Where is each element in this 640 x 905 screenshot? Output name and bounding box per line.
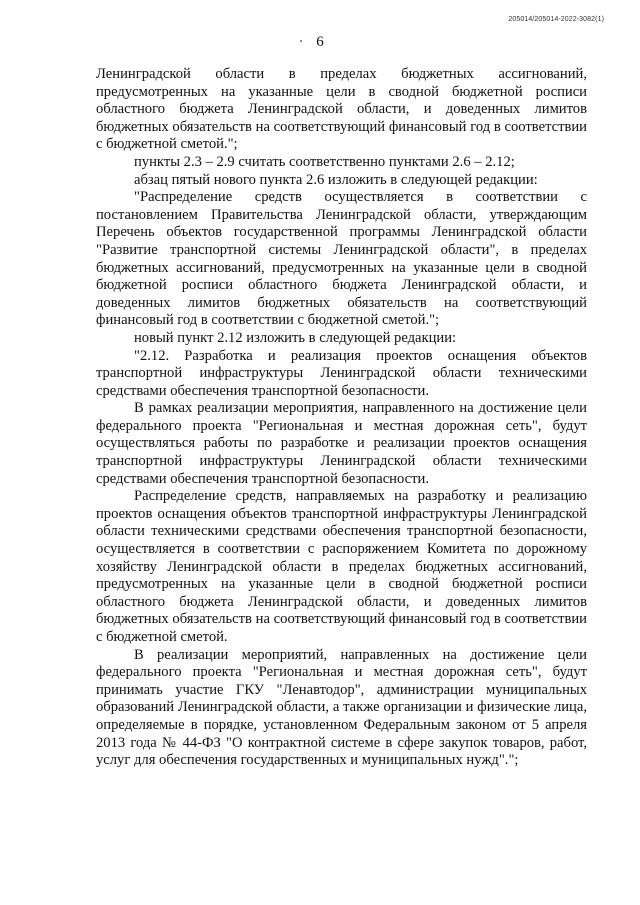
paragraph-continuation: Ленинградской области в пределах бюджетных ассигнований, предусмотренных на указанные цели в сводной бюджетной росписи областного бюджета Ленинградской области, и доведенных лимитов бюджетных обязательств на соответствующий финансовый год в соответствии с бюджетной сметой."; [96,66,587,153]
paragraph-funds-distribution: Распределение средств, направляемых на разработку и реализацию проектов оснащения объектов транспортной инфраструктуры Ленинградской области техническими средствами обеспечения транспортной безопасности, осуществляется в соответствии с распоряжением Комитета по дорожному хозяйству Ленинградской области в пределах бюджетных ассигнований, предусмотренных на указанные цели в сводной бюджетной росписи областного бюджета Ленинградской области, и доведенных лимитов бюджетных обязательств на соответствующий финансовый год в соответствии с бюджетной сметой. [96,488,587,645]
paragraph-item-2-12: "2.12. Разработка и реализация проектов оснащения объектов транспортной инфраструктуры Ленинградской области техническими средствами обеспечения транспортной безопасности. [96,347,587,399]
page-number: 6 [316,34,324,50]
paragraph-participants: В реализации мероприятий, направленных на достижение цели федерального проекта "Региональная и местная дорожная сеть", будут принимать участие ГКУ "Ленавтодор", администрации муниципальных образований Ленинградской области, а также организации и физические лица, определяемые в порядке, установленном Федеральным законом от 5 апреля 2013 года № 44-ФЗ "О контрактной системе в сфере закупок товаров, работ, услуг для обеспечения государственных и муниципальных нужд"."; [96,646,587,769]
paragraph-distribution-quote: "Распределение средств осуществляется в соответствии с постановлением Правительства Ленинградской области, утверждающим Перечень объектов государственной программы Ленинградской области "Развитие транспортной системы Ленинградской области", в пределах бюджетных ассигнований, предусмотренных на указанные цели в сводной бюджетной росписи областного бюджета Ленинградской области, и доведенных лимитов бюджетных обязательств на соответствующий финансовый год в соответствии с бюджетной сметой."; [96,189,587,329]
document-id: 205014/205014-2022-3082(1) [508,16,604,23]
paragraph-federal-project-works: В рамках реализации мероприятия, направленного на достижение цели федерального проекта "Региональная и местная дорожная сеть", будут осуществляться работы по разработке и реализации проектов оснащения транспортной инфраструктуры Ленинградской области техническими средствами обеспечения транспортной безопасности. [96,400,587,487]
document-body [96,66,587,770]
paragraph-amendment-intro: абзац пятый нового пункта 2.6 изложить в следующей редакции: [134,171,538,188]
paragraph-renumbering: пункты 2.3 – 2.9 считать соответственно пунктами 2.6 – 2.12; [134,153,515,170]
paragraph-new-item-intro: новый пункт 2.12 изложить в следующей редакции: [134,329,457,346]
